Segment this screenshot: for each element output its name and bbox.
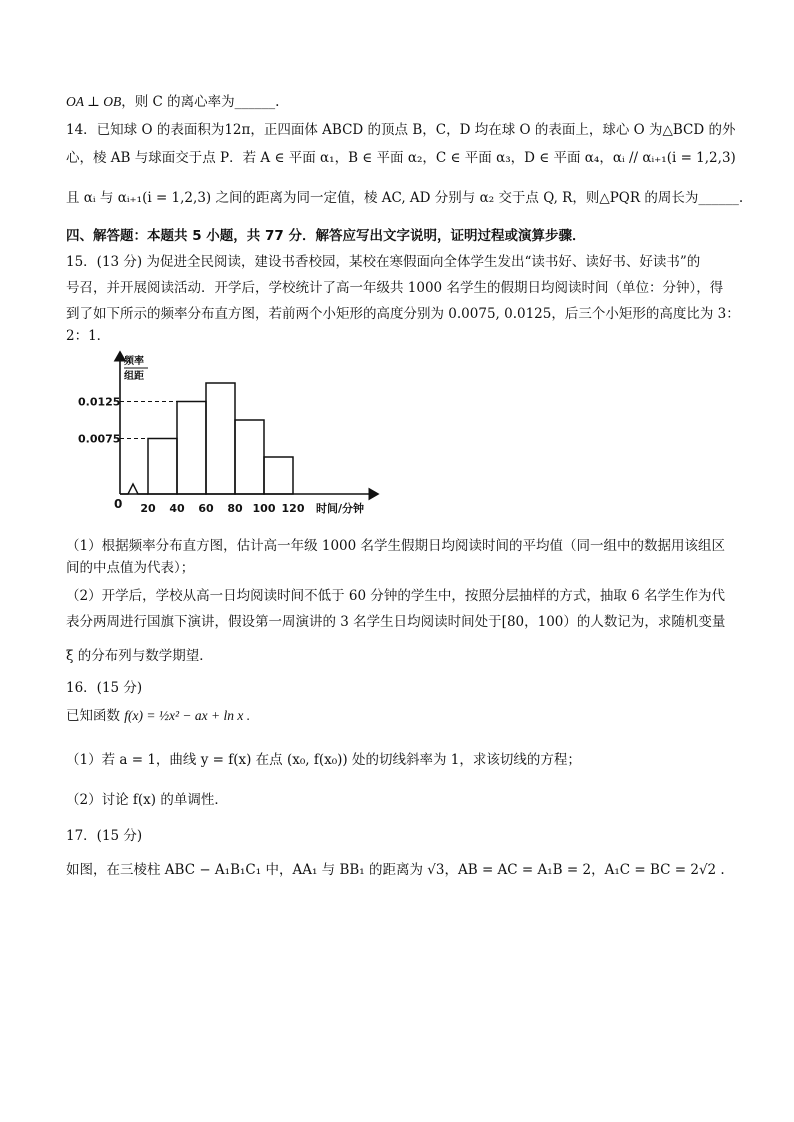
q15-part1-line1: （1）根据频率分布直方图，估计高一年级 1000 名学生假期日均阅读时间的平均值（同一组中的数据用该组区 — [66, 538, 726, 554]
origin-label: 0 — [114, 497, 123, 511]
q15-part1-line2: 间的中点值为代表）； — [66, 560, 195, 576]
q14-line2: 心，棱 AB 与球面交于点 P．若 A ∈ 平面 α₁，B ∈ 平面 α₂，C ∈ 平面 α₃，D ∈ 平面 α₄，αᵢ // αᵢ₊₁(i = 1,2,3) — [66, 150, 736, 166]
q15-line2: 号召，并开展阅读活动．开学后，学校统计了高一年级共 1000 名学生的假期日均阅读时间（单位：分钟），得 — [66, 280, 724, 296]
q13-tail — [66, 92, 736, 112]
q15-line1: 15．(13 分) 为促进全民阅读，建设书香校园，某校在寒假面向全体学生发出“读书好、读好书、好读书”的 — [66, 254, 701, 270]
histogram-svg — [78, 344, 398, 524]
x-axis-label: 时间/分钟 — [316, 502, 365, 515]
y-label-top: 频率 — [124, 356, 144, 367]
q16-intro — [66, 706, 736, 726]
x-tick-label: 80 — [227, 502, 243, 515]
q15-line3: 到了如下所示的频率分布直方图，若前两个小矩形的高度分别为 0.0075, 0.0125，后三个小矩形的高度比为 3： — [66, 306, 740, 322]
y-tick-label: 0.0125 — [78, 395, 121, 409]
histogram-bar — [177, 402, 206, 495]
q16-header: 16．(15 分) — [66, 680, 143, 696]
x-tick-label: 40 — [169, 502, 185, 515]
q15-part2-line1: （2）开学后，学校从高一日均阅读时间不低于 60 分钟的学生中，按照分层抽样的方式，抽取 6 名学生作为代 — [66, 588, 726, 604]
x-tick-label: 60 — [198, 502, 214, 515]
histogram-bar — [235, 420, 264, 494]
q17-body: 如图，在三棱柱 ABC − A₁B₁C₁ 中，AA₁ 与 BB₁ 的距离为 √3，AB = AC = A₁B = 2，A₁C = BC = 2√2 . — [66, 862, 725, 878]
q16-part2: （2）讨论 f(x) 的单调性． — [66, 792, 228, 808]
q15-line4: 2：1． — [66, 328, 111, 344]
frequency-histogram — [78, 344, 398, 524]
axis-break-mark — [120, 484, 148, 494]
histogram-bar — [148, 439, 177, 495]
y-tick-label: 0.0075 — [78, 432, 121, 446]
histogram-bar — [206, 383, 235, 494]
q14-line1: 14．已知球 O 的表面积为12π，正四面体 ABCD 的顶点 B，C，D 均在球 O 的表面上，球心 O 为△BCD 的外 — [66, 122, 736, 138]
q16-intro-text: 已知函数 — [66, 708, 120, 724]
y-label-bottom: 组距 — [124, 371, 144, 382]
q14-line3: 且 αᵢ 与 αᵢ₊₁(i = 1,2,3) 之间的距离为同一定值，棱 AC, AD 分别与 α₂ 交于点 Q, R，则△PQR 的周长为______. — [66, 190, 744, 206]
histogram-bar — [264, 457, 293, 494]
q13-expr: OA ⊥ OB — [66, 94, 122, 109]
q15-part2-line3: ξ 的分布列与数学期望． — [66, 648, 213, 664]
section-4-title: 四、解答题：本题共 5 小题，共 77 分．解答应写出文字说明，证明过程或演算步骤． — [66, 228, 586, 244]
q16-function: f(x) = ½x² − ax + ln x . — [124, 708, 251, 723]
q17-header: 17．(15 分) — [66, 828, 143, 844]
q16-part1: （1）若 a = 1，曲线 y = f(x) 在点 (x₀, f(x₀)) 处的切线斜率为 1，求该切线的方程； — [66, 752, 581, 768]
x-tick-label: 120 — [281, 502, 305, 515]
q15-part2-line2: 表分两周进行国旗下演讲，假设第一周演讲的 3 名学生日均阅读时间处于[80，100）的人数记为，求随机变量 — [66, 614, 726, 630]
q13-tail-text: ，则 C 的离心率为______. — [121, 94, 280, 110]
x-tick-label: 20 — [140, 502, 156, 515]
x-tick-label: 100 — [252, 502, 276, 515]
